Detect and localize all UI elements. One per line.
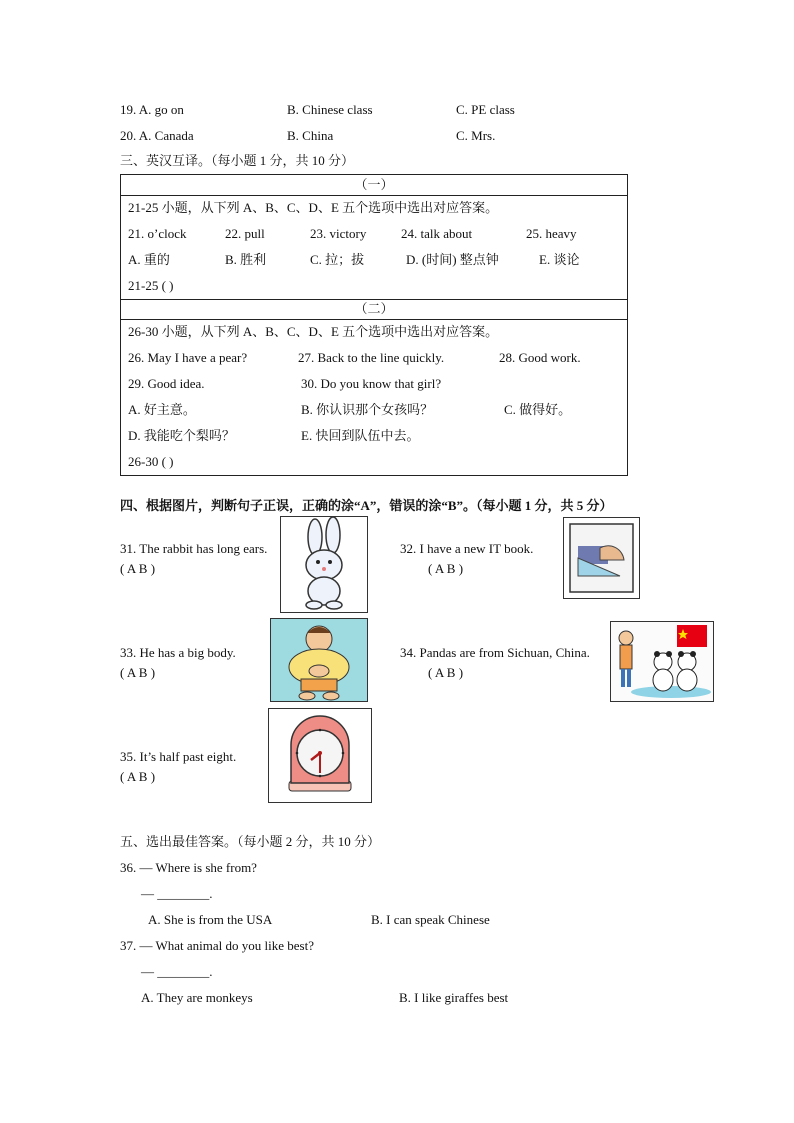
option-d: D. 我能吃个梨吗？ [128, 428, 235, 443]
section4-title: 四、根据图片，判断句子正误，正确的涂“A”，错误的涂“B”。（每小题 1 分，共 5 分） [120, 498, 613, 513]
q31-choice[interactable]: ( A B ) [120, 561, 156, 576]
option-d: D. (时间) 整点钟 [406, 252, 499, 267]
translation-table [120, 174, 628, 476]
q37-option-b[interactable]: B. I like giraffes best [399, 990, 509, 1005]
q20-option-b: B. China [287, 128, 334, 143]
item-26: 26. May I have a pear? [128, 350, 248, 365]
q33-choice[interactable]: ( A B ) [120, 665, 156, 680]
q34-choice[interactable]: ( A B ) [428, 665, 464, 680]
q19-option-b: B. Chinese class [287, 102, 373, 117]
item-24: 24. talk about [401, 226, 473, 241]
item-23: 23. victory [310, 226, 367, 241]
answer-26-30[interactable]: 26-30 ( ) [128, 454, 174, 469]
section5-title: 五、选出最佳答案。（每小题 2 分，共 10 分） [120, 834, 381, 849]
q20-option-a: 20. A. Canada [120, 128, 194, 143]
q37-question: 37. — What animal do you like best? [120, 938, 314, 953]
item-30: 30. Do you know that girl? [301, 376, 442, 391]
part1-instruction: 21-25 小题，从下列 A、B、C、D、E 五个选项中选出对应答案。 [128, 200, 499, 215]
option-e: E. 快回到队伍中去。 [301, 428, 420, 443]
q19-option-a: 19. A. go on [120, 102, 184, 117]
q36-question: 36. — Where is she from? [120, 860, 257, 875]
option-a: A. 好主意。 [128, 402, 196, 417]
q32-text: 32. I have a new IT book. [400, 541, 534, 556]
item-29: 29. Good idea. [128, 376, 205, 391]
q36-blank[interactable]: — ________. [141, 886, 213, 901]
item-22: 22. pull [225, 226, 265, 241]
q35-choice[interactable]: ( A B ) [120, 769, 156, 784]
item-21: 21. o’clock [128, 226, 187, 241]
item-27: 27. Back to the line quickly. [298, 350, 445, 365]
option-c: C. 拉；拔 [310, 252, 365, 267]
divider [121, 195, 627, 196]
q37-blank[interactable]: — ________. [141, 964, 213, 979]
q36-option-a[interactable]: A. She is from the USA [148, 912, 273, 927]
math-book-image [563, 517, 640, 599]
part2-header: （二） [354, 301, 394, 316]
option-b: B. 胜利 [225, 252, 267, 267]
section3-title: 三、英汉互译。（每小题 1 分，共 10 分） [120, 153, 355, 168]
option-a: A. 重的 [128, 252, 170, 267]
pandas-image [610, 621, 714, 702]
q19-option-c: C. PE class [456, 102, 515, 117]
part1-header: （一） [354, 177, 394, 192]
q33-text: 33. He has a big body. [120, 645, 236, 660]
answer-21-25[interactable]: 21-25 ( ) [128, 278, 174, 293]
q31-text: 31. The rabbit has long ears. [120, 541, 268, 556]
divider [121, 319, 627, 320]
option-c: C. 做得好。 [504, 402, 572, 417]
item-28: 28. Good work. [499, 350, 581, 365]
q36-option-b[interactable]: B. I can speak Chinese [371, 912, 490, 927]
q34-text: 34. Pandas are from Sichuan, China. [400, 645, 590, 660]
part2-instruction: 26-30 小题，从下列 A、B、C、D、E 五个选项中选出对应答案。 [128, 324, 499, 339]
clock-image [268, 708, 372, 803]
q32-choice[interactable]: ( A B ) [428, 561, 464, 576]
q35-text: 35. It’s half past eight. [120, 749, 237, 764]
boy-image [270, 618, 368, 702]
option-e: E. 谈论 [539, 252, 580, 267]
q20-option-c: C. Mrs. [456, 128, 496, 143]
rabbit-image [280, 516, 368, 613]
q37-option-a[interactable]: A. They are monkeys [141, 990, 253, 1005]
option-b: B. 你认识那个女孩吗？ [301, 402, 434, 417]
item-25: 25. heavy [526, 226, 577, 241]
divider [121, 299, 627, 300]
